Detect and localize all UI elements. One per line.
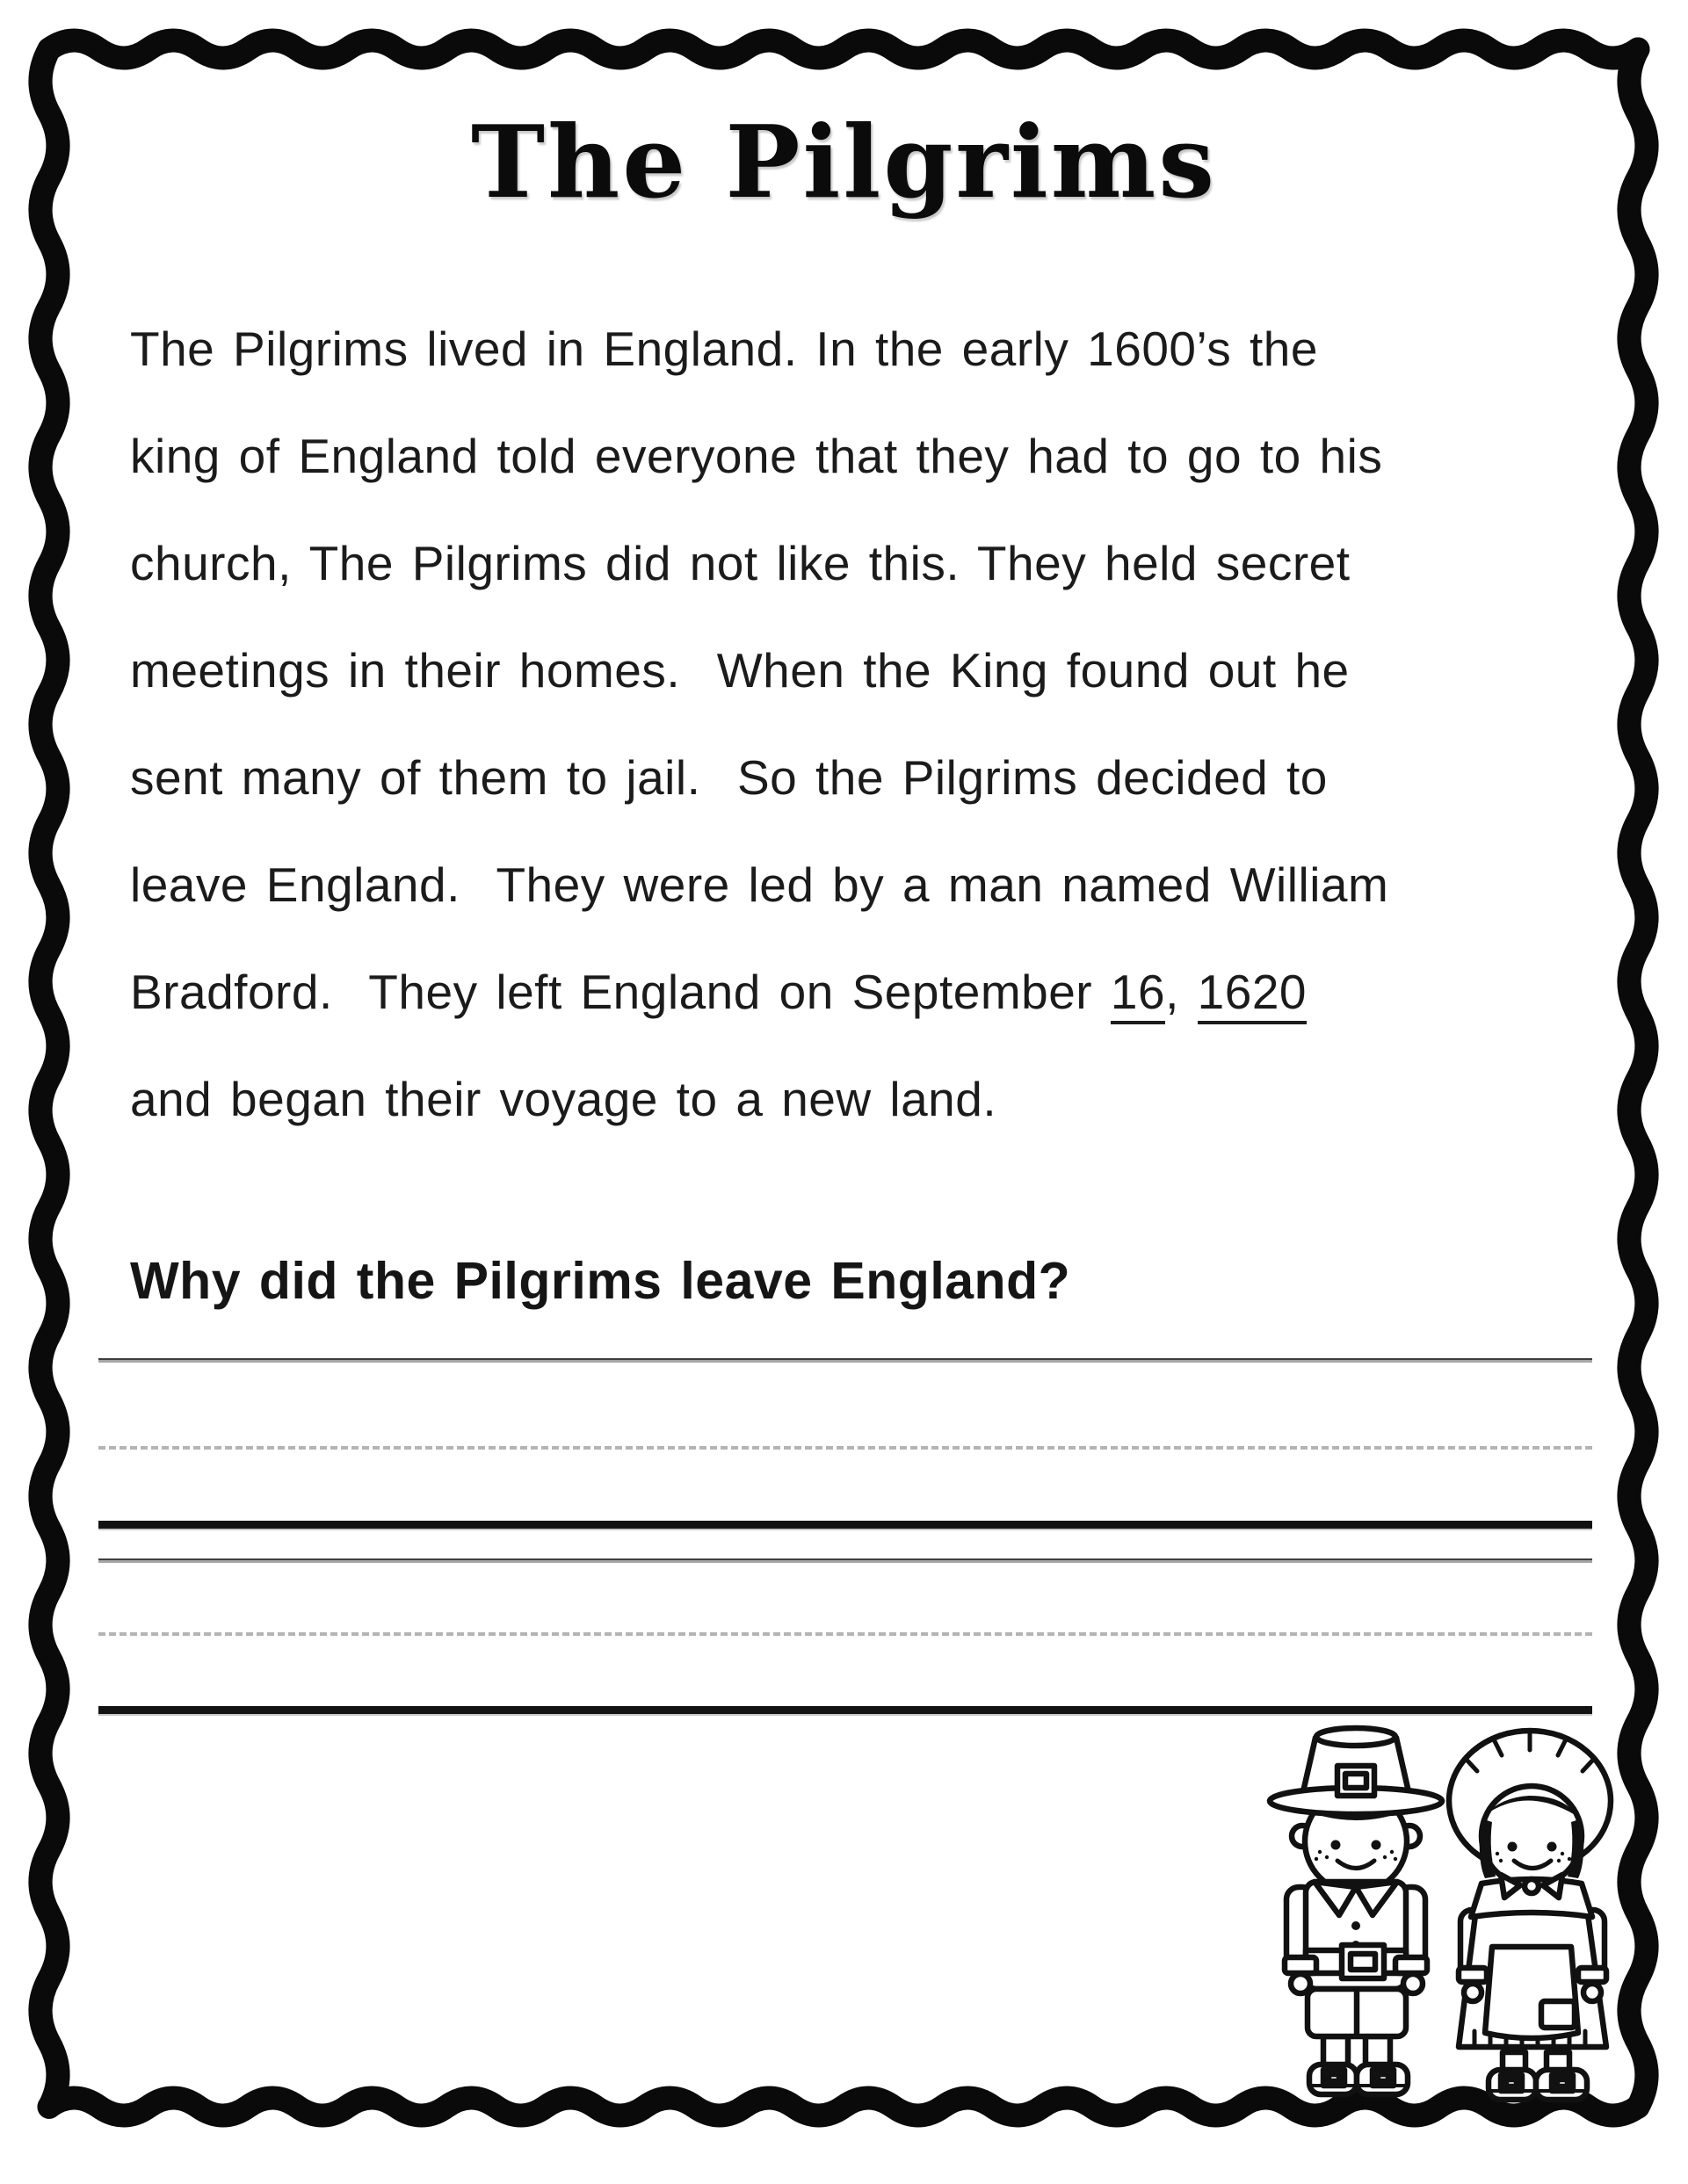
pilgrim-boy [1270, 1728, 1442, 2094]
answer-line-middle-2[interactable] [98, 1632, 1592, 1636]
passage-line: sent many of them to jail. So the Pilgrims decided to [130, 750, 1328, 805]
passage-line: The Pilgrims lived in England. In the early 1600’s the [130, 322, 1318, 376]
page-title: The Pilgrims [471, 104, 1217, 221]
answer-line-middle-1[interactable] [98, 1446, 1592, 1450]
passage-line: leave England. They were led by a man named William [130, 857, 1389, 912]
passage-line: king of England told everyone that they had to go to his [130, 429, 1383, 483]
underlined-date-day: 16 [1111, 965, 1165, 1024]
answer-line-top-1[interactable] [98, 1358, 1592, 1363]
border-top [49, 40, 1638, 58]
reading-passage [130, 295, 1641, 1153]
passage-line: meetings in their homes. When the King found out he [130, 643, 1350, 698]
passage-line: and began their voyage to a new land. [130, 1072, 997, 1126]
answer-line-top-2[interactable] [98, 1558, 1592, 1563]
pilgrims-illustration [1211, 1711, 1633, 2151]
passage-text: , [1165, 965, 1198, 1019]
passage-line: church, The Pilgrims did not like this. They held secret [130, 536, 1351, 590]
passage-line-date [130, 938, 1641, 1045]
pilgrim-girl [1449, 1731, 1611, 2100]
answer-line-base-1[interactable] [98, 1521, 1592, 1529]
question-heading: Why did the Pilgrims leave England? [130, 1252, 1071, 1310]
passage-text: Bradford. They left England on September [130, 965, 1111, 1019]
underlined-date-year: 1620 [1198, 965, 1307, 1024]
border-left [40, 49, 58, 2107]
